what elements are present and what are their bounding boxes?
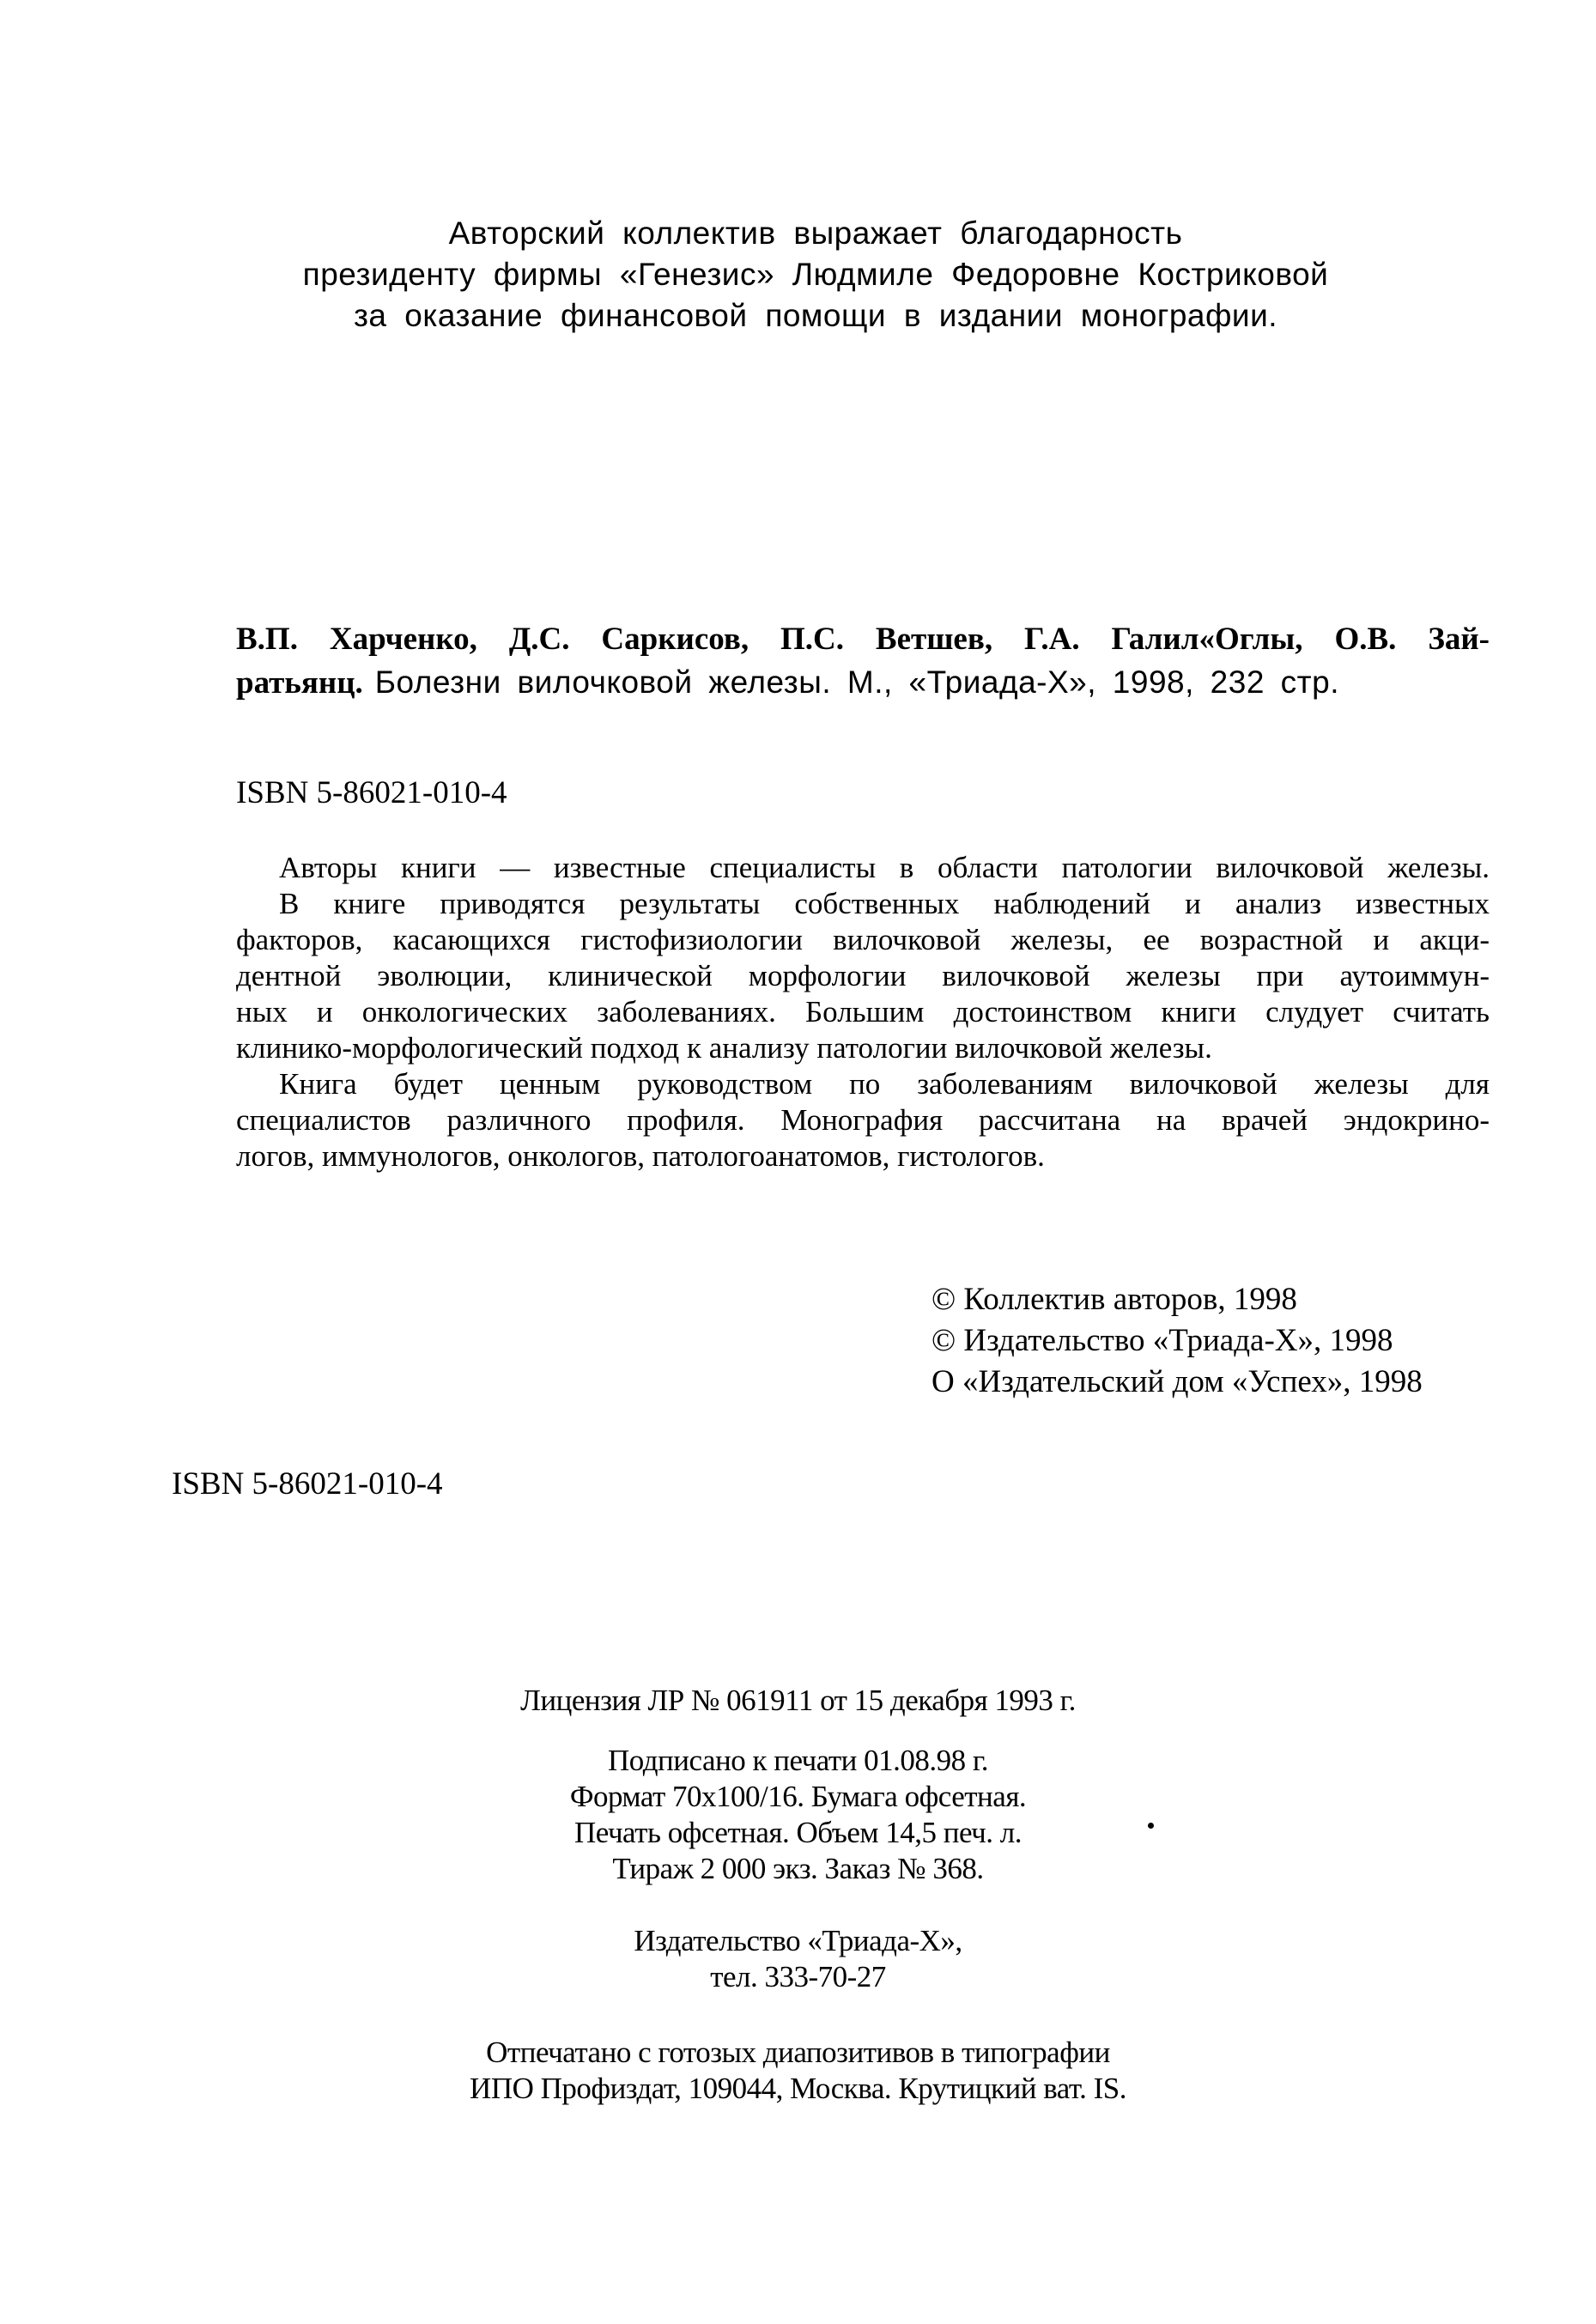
printer-line: ИПО Профиздат, 109044, Москва. Крутицкий ват. IS. bbox=[470, 2072, 1126, 2105]
abstract-line: факторов, касающихся гистофизиологии вилочковой железы, ее возрастной и акци- bbox=[236, 923, 1490, 956]
acknowledgment-line: президенту фирмы «Генезис» Людмиле Федоровне Костриковой bbox=[302, 257, 1329, 292]
print-info-line: Подписано к печати 01.08.98 г. bbox=[607, 1744, 989, 1777]
acknowledgment-line: Авторский коллектив выражает благодарность bbox=[448, 215, 1183, 251]
bibliographic-citation bbox=[236, 618, 1490, 705]
abstract-line: В книге приводятся результаты собственных наблюдений и анализ известных bbox=[279, 887, 1490, 920]
copyright-line: © Издательство «Триада-Х», 1998 bbox=[932, 1323, 1393, 1358]
citation-authors-continued: ратьянц. bbox=[236, 665, 363, 701]
abstract bbox=[236, 850, 1490, 1174]
stray-dot-mark bbox=[1148, 1823, 1154, 1829]
acknowledgment-line: за оказание финансовой помощи в издании монографии. bbox=[353, 298, 1278, 333]
printer-line: Отпечатано с готозых диапозитивов в типографии bbox=[486, 2036, 1110, 2069]
citation-title: Болезни вилочковой железы. М., «Триада-Х», 1998, 232 стр. bbox=[374, 664, 1339, 700]
print-info-line: Формат 70x100/16. Бумага офсетная. bbox=[569, 1780, 1027, 1813]
abstract-line: клинико-морфологический подход к анализу патологии вилочковой железы. bbox=[236, 1031, 1212, 1065]
copyright-line: © Коллектив авторов, 1998 bbox=[932, 1282, 1297, 1317]
printer-info bbox=[0, 2035, 1596, 2107]
print-info-line: Печать офсетная. Объем 14,5 печ. л. bbox=[574, 1816, 1022, 1849]
publisher-line: Издательство «Триада-Х», bbox=[634, 1924, 962, 1957]
abstract-line: Книга будет ценным руководством по заболеваниям вилочковой железы для bbox=[279, 1067, 1490, 1101]
print-info-line: Тираж 2 000 экз. Заказ № 368. bbox=[612, 1852, 984, 1885]
abstract-line: логов, иммунологов, онкологов, патологоанатомов, гистологов. bbox=[236, 1139, 1045, 1173]
abstract-line: специалистов различного профиля. Монография рассчитана на врачей эндокрино- bbox=[236, 1103, 1490, 1137]
abstract-line: ных и онкологических заболеваниях. Большим достоинством книги слудует считать bbox=[236, 995, 1490, 1029]
copyright-block bbox=[932, 1279, 1423, 1403]
license-line: Лицензия ЛР № 061911 от 15 декабря 1993 г. bbox=[520, 1684, 1076, 1717]
isbn-top: ISBN 5-86021-010-4 bbox=[236, 775, 507, 810]
abstract-line: дентной эволюции, клинической морфологии вилочковой железы при аутоиммун- bbox=[236, 959, 1490, 992]
isbn-bottom: ISBN 5-86021-010-4 bbox=[172, 1466, 443, 1502]
publisher-info bbox=[0, 1923, 1596, 1995]
citation-authors: В.П. Харченко, Д.С. Саркисов, П.С. Ветшев, Г.А. Галил«Оглы, О.В. Зай- bbox=[236, 622, 1490, 657]
copyright-line: О «Издательский дом «Успех», 1998 bbox=[932, 1364, 1423, 1399]
abstract-line: Авторы книги — известные специалисты в области патологии вилочковой железы. bbox=[279, 851, 1490, 884]
publisher-line: тел. 333-70-27 bbox=[710, 1960, 886, 1993]
license bbox=[0, 1683, 1596, 1719]
acknowledgment bbox=[155, 213, 1477, 337]
citation-line bbox=[236, 661, 1490, 705]
print-info bbox=[0, 1743, 1596, 1887]
